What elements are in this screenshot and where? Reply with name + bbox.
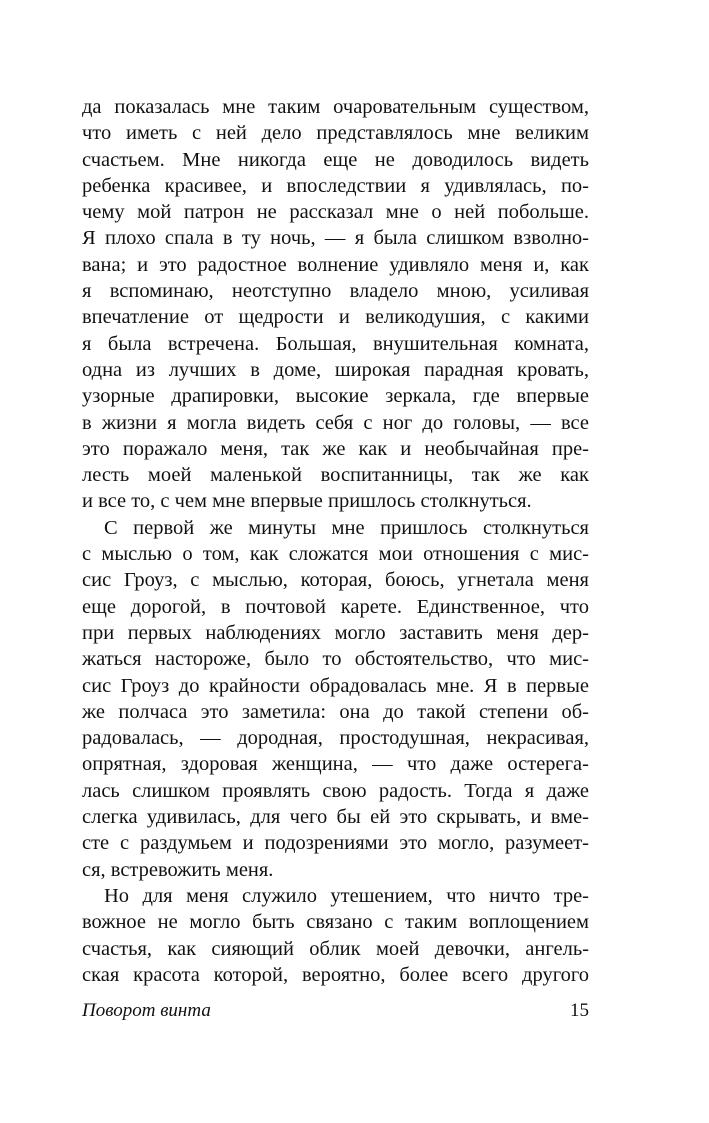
text-line: при первых наблюдениях могло заставить меня дер- [82, 621, 589, 644]
text-line: в жизни я могла видеть себя с ног до головы, — все [82, 411, 589, 434]
text-line: же полчаса это заметила: она до такой степени об- [82, 700, 589, 723]
page-footer [82, 998, 589, 1024]
text-line: счастьем. Мне никогда еще не доводилось видеть [82, 148, 589, 171]
text-line: сис Гроуз, с мыслью, которая, боюсь, угнетала меня [82, 569, 589, 592]
text-line: одна из лучших в доме, широкая парадная кровать, [82, 358, 589, 381]
text-line: впечатление от щедрости и великодушия, с какими [82, 306, 589, 329]
paragraph-1 [82, 94, 589, 515]
text-line: Я плохо спала в ту ночь, — я была слишком взволно- [82, 227, 589, 250]
text-line: сис Гроуз до крайности обрадовалась мне. Я в первые [82, 674, 589, 697]
text-line: еще дорогой, в почтовой карете. Единственное, что [82, 595, 589, 618]
text-line: сте с раздумьем и подозрениями это могло, разумеет- [82, 832, 589, 855]
text-line: я вспоминаю, неотступно владело мною, усиливая [82, 280, 589, 303]
text-line: это поражало меня, так же как и необычайная пре- [82, 437, 589, 460]
text-line: что иметь с ней дело представлялось мне великим [82, 122, 589, 145]
text-line: жаться настороже, было то обстоятельство, что мис- [82, 648, 589, 671]
text-line: лась слишком проявлять свою радость. Тогда я даже [82, 779, 589, 802]
text-line: ся, встревожить меня. [82, 858, 274, 881]
text-line: С первой же минуты мне пришлось столкнуться [104, 516, 589, 539]
paragraph-3 [82, 883, 589, 988]
text-line: слегка удивилась, для чего бы ей это скрывать, и вме- [82, 806, 589, 829]
text-line: да показалась мне таким очаровательным существом, [82, 96, 589, 118]
text-line: лесть моей маленькой воспитанницы, так же как [82, 464, 589, 487]
text-line: вана; и это радостное волнение удивляло меня и, как [82, 253, 589, 276]
text-line: чему мой патрон не рассказал мне о ней побольше. [82, 201, 589, 224]
text-line: счастья, как сияющий облик моей девочки, ангель- [82, 937, 589, 960]
text-line: ребенка красивее, и впоследствии я удивлялась, по- [82, 174, 589, 197]
page-body [82, 94, 589, 988]
text-line: я была встречена. Большая, внушительная комната, [82, 332, 589, 355]
text-line: и все то, с чем мне впервые пришлось столкнуться. [82, 490, 532, 513]
text-line: радовалась, — дородная, простодушная, некрасивая, [82, 727, 589, 750]
running-title: Поворот винта [82, 1000, 211, 1021]
paragraph-2 [82, 515, 589, 883]
page-number: 15 [570, 1000, 589, 1021]
text-line: с мыслью о том, как сложатся мои отношения с мис- [82, 543, 589, 566]
text-line: вожное не могло быть связано с таким воплощением [82, 911, 589, 934]
text-line: Но для меня служило утешением, что ничто тре- [104, 884, 589, 907]
text-line: ская красота которой, вероятно, более всего другого [82, 963, 589, 986]
text-line: опрятная, здоровая женщина, — что даже остерега- [82, 753, 589, 776]
text-line: узорные драпировки, высокие зеркала, где впервые [82, 385, 589, 408]
